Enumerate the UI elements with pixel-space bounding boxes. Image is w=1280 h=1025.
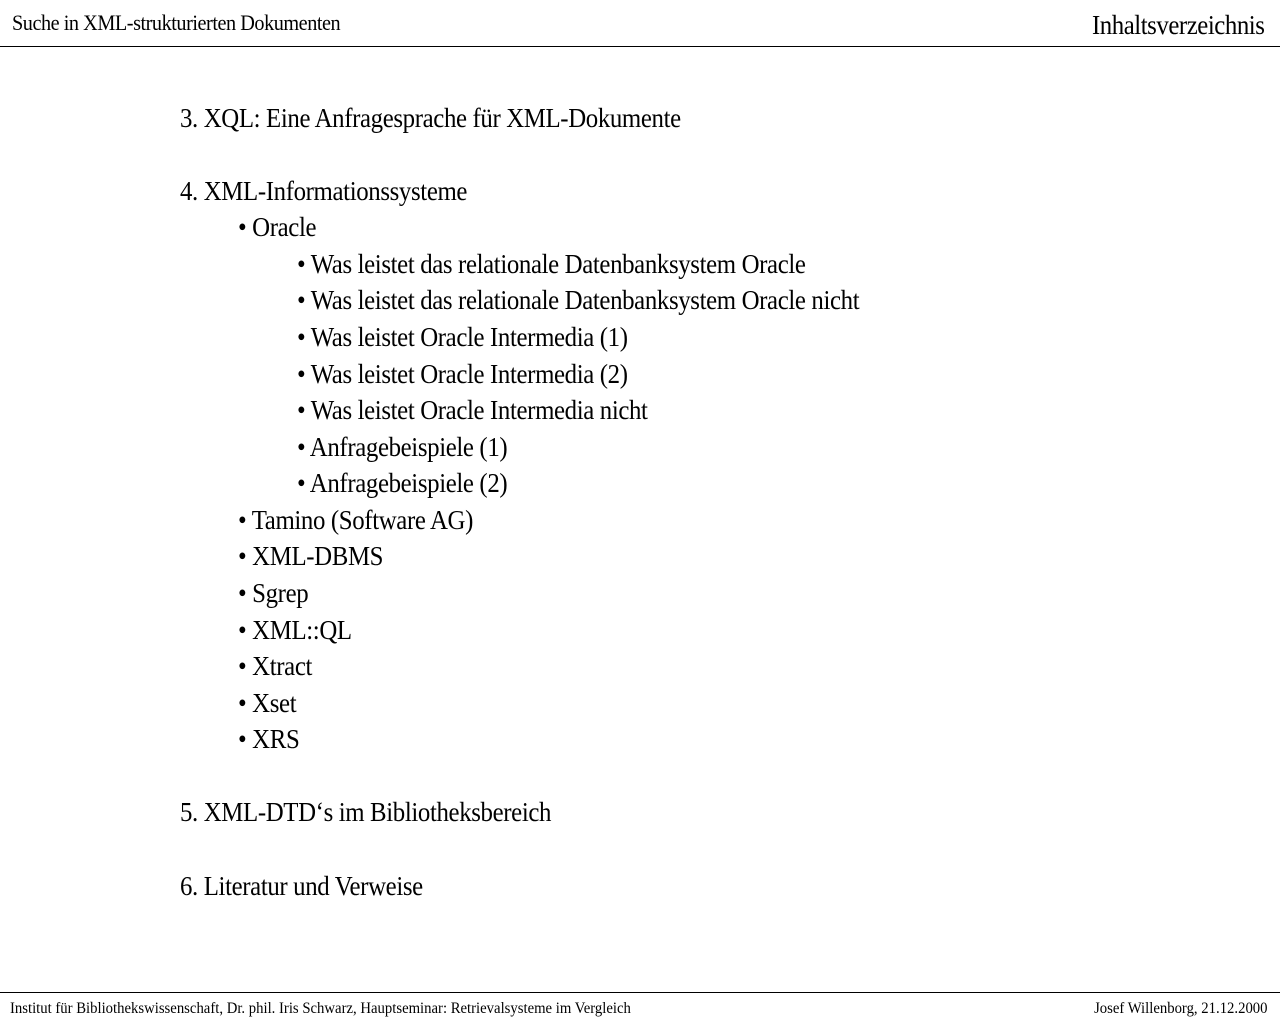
toc-section-4: 4. XML-Informationssysteme xyxy=(180,176,468,206)
toc-item: • Sgrep xyxy=(238,578,309,608)
toc-subitem: • Was leistet Oracle Intermedia (2) xyxy=(297,359,628,389)
toc-item: • Tamino (Software AG) xyxy=(238,505,474,535)
toc-item: • XRS xyxy=(238,724,300,754)
footer-author-date: Josef Willenborg, 21.12.2000 xyxy=(1094,1000,1268,1017)
toc-item: • Xset xyxy=(238,688,297,718)
toc-item-oracle: • Oracle xyxy=(238,212,317,242)
toc-section-6: 6. Literatur und Verweise xyxy=(180,871,423,901)
toc-subitem: • Was leistet Oracle Intermedia (1) xyxy=(297,322,628,352)
footer-institution: Institut für Bibliothekswissenschaft, Dr. phil. Iris Schwarz, Hauptseminar: Retrievalsysteme im Vergleich xyxy=(10,1000,631,1017)
toc-subitem: • Anfragebeispiele (1) xyxy=(297,432,508,462)
page-footer xyxy=(0,992,1280,1025)
toc-item: • XML::QL xyxy=(238,615,352,645)
toc-section-3: 3. XQL: Eine Anfragesprache für XML-Dokumente xyxy=(180,103,681,133)
toc-section-5: 5. XML-DTD‘s im Bibliotheksbereich xyxy=(180,797,552,827)
header-document-title: Suche in XML-strukturierten Dokumenten xyxy=(12,10,341,35)
toc-subitem: • Was leistet Oracle Intermedia nicht xyxy=(297,395,648,425)
toc-subitem: • Anfragebeispiele (2) xyxy=(297,468,508,498)
header-section-title: Inhaltsverzeichnis xyxy=(1091,10,1264,40)
toc-item: • Xtract xyxy=(238,651,313,681)
toc-subitem: • Was leistet das relationale Datenbanksystem Oracle xyxy=(297,249,806,279)
toc-item: • XML-DBMS xyxy=(238,541,384,571)
toc-subitem: • Was leistet das relationale Datenbanksystem Oracle nicht xyxy=(297,285,860,315)
